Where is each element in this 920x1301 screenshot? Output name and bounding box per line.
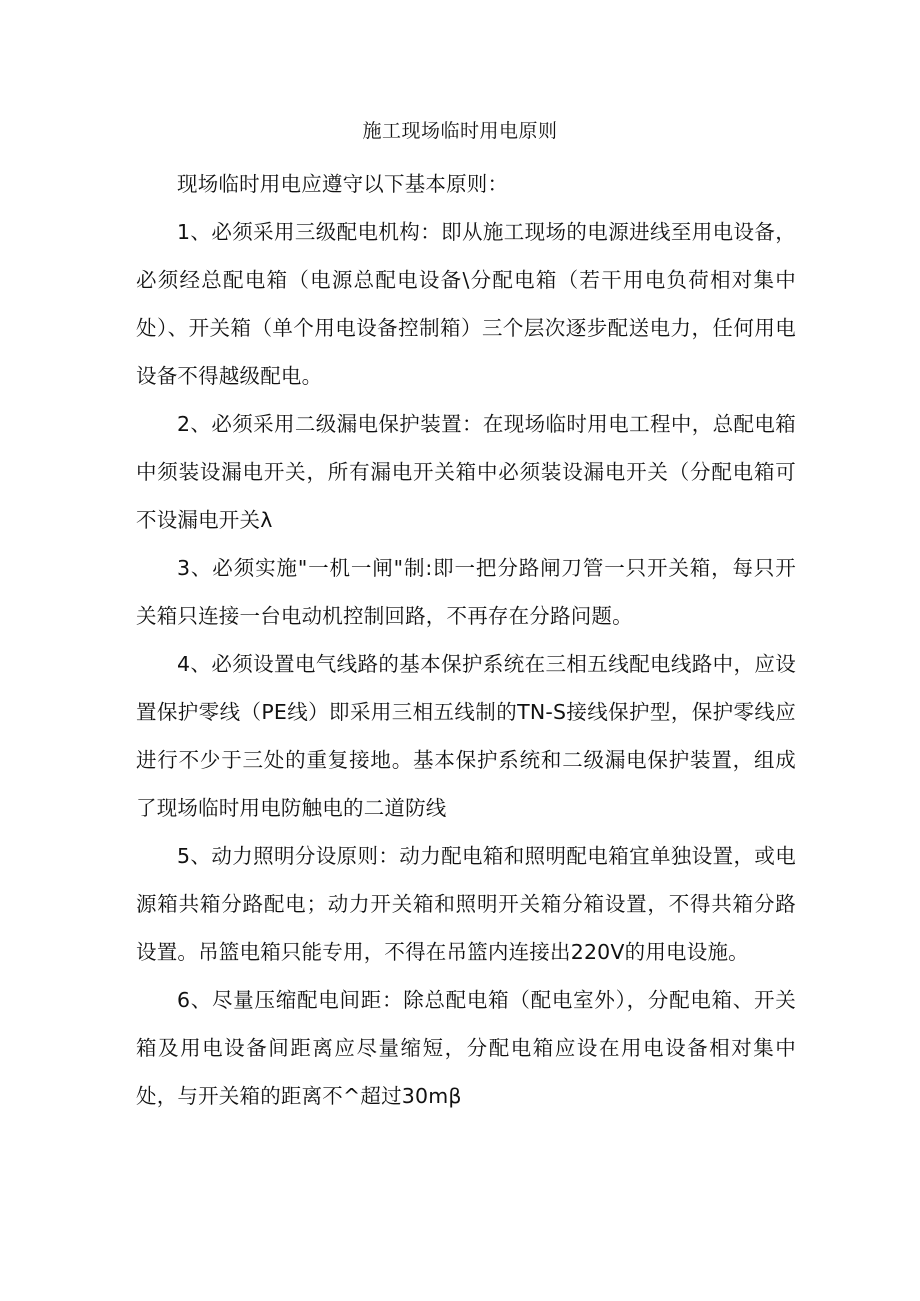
principle-paragraph-4: 4、必须设置电气线路的基本保护系统在三相五线配电线路中，应设置保护零线（PE线）即采用三相五线制的TN-S接线保护型，保护零线应进行不少于三处的重复接地。基本保护系统和二级漏电保护装置，组成了现场临时用电防触电的二道防线 bbox=[136, 652, 796, 820]
document-title: 施工现场临时用电原则 bbox=[362, 120, 558, 142]
intro-paragraph: 现场临时用电应遵守以下基本原则： bbox=[177, 172, 509, 196]
principle-paragraph-5: 5、动力照明分设原则：动力配电箱和照明配电箱宜单独设置，或电源箱共箱分路配电；动力开关箱和照明开关箱分箱设置，不得共箱分路设置。吊篮电箱只能专用，不得在吊篮内连接出220V的用电设施。 bbox=[136, 844, 796, 964]
principle-paragraph-1: 1、必须采用三级配电机构：即从施工现场的电源进线至用电设备，必须经总配电箱（电源总配电设备\分配电箱（若干用电负荷相对集中处）、开关箱（单个用电设备控制箱）三个层次逐步配送电力，任何用电设备不得越级配电。 bbox=[136, 220, 796, 388]
principle-paragraph-6: 6、尽量压缩配电间距：除总配电箱（配电室外），分配电箱、开关箱及用电设备间距离应尽量缩短，分配电箱应设在用电设备相对集中处，与开关箱的距离不^超过30mβ bbox=[136, 988, 796, 1108]
principle-paragraph-3: 3、必须实施"一机一闸"制:即一把分路闸刀管一只开关箱，每只开关箱只连接一台电动机控制回路，不再存在分路问题。 bbox=[136, 556, 796, 628]
principle-paragraph-2: 2、必须采用二级漏电保护装置：在现场临时用电工程中，总配电箱中须装设漏电开关，所有漏电开关箱中必须装设漏电开关（分配电箱可不设漏电开关λ bbox=[136, 412, 796, 532]
document-body bbox=[136, 160, 796, 1120]
